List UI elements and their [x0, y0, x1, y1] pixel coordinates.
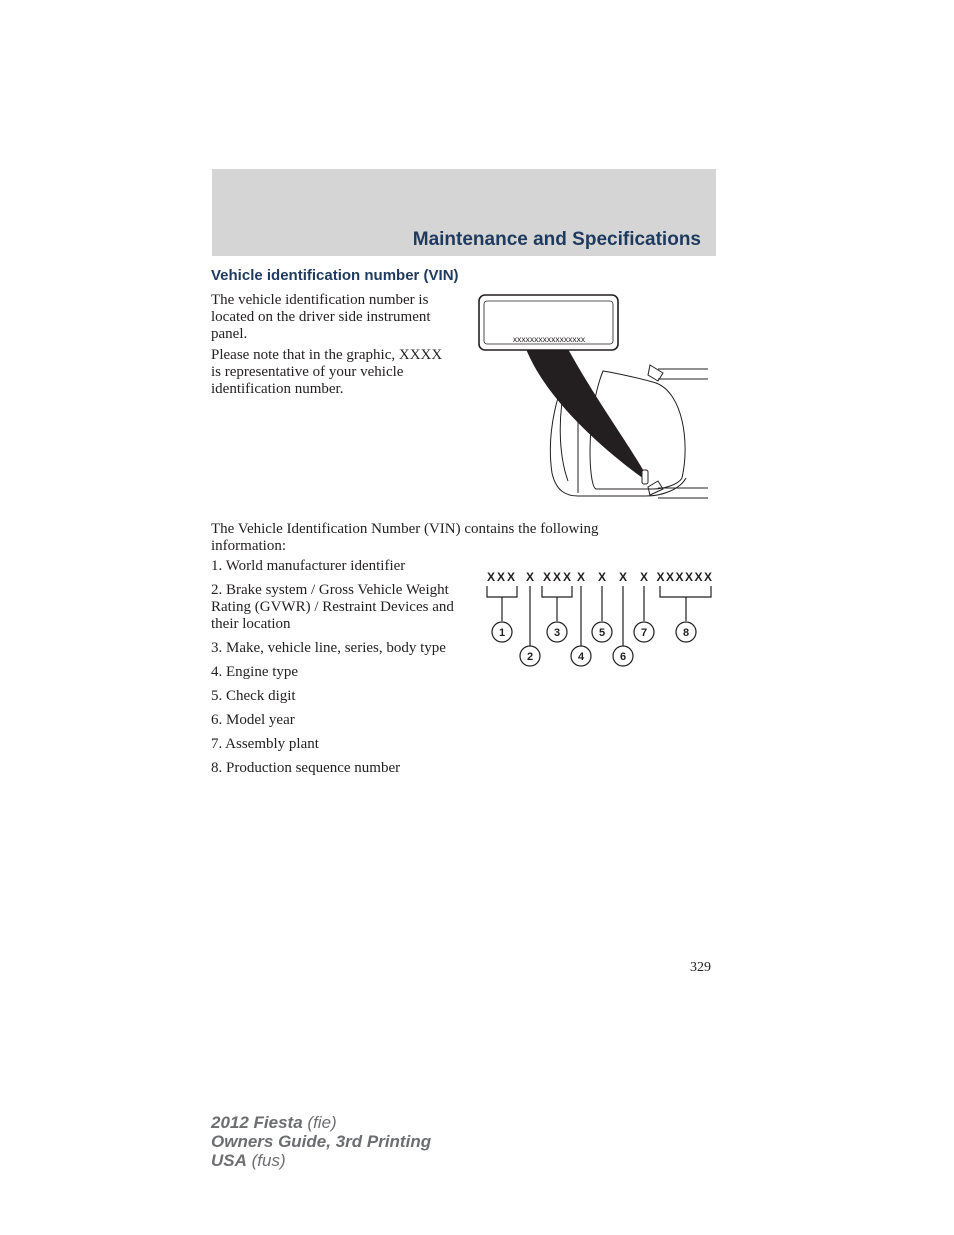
page-number: 329 — [690, 960, 711, 975]
list-item: 5. Check digit — [211, 688, 296, 704]
vin-contents-list — [211, 558, 461, 784]
footer-model-code: (fie) — [307, 1113, 337, 1132]
vin-group-model-year: X — [618, 570, 628, 584]
footer-guide: Owners Guide, 3rd Printing — [211, 1132, 432, 1151]
callout-8: 8 — [682, 627, 690, 639]
vin-group-world-manufacturer: XXX — [486, 570, 518, 584]
callout-4: 4 — [577, 651, 585, 663]
list-item: 3. Make, vehicle line, series, body type — [211, 640, 446, 656]
intro-paragraph-note: Please note that in the graphic, XXXX is representative of your vehicle identification number. — [211, 347, 443, 397]
vin-location-marker — [642, 470, 648, 484]
list-item: 6. Model year — [211, 712, 295, 728]
footer-market: USA — [211, 1151, 247, 1170]
footer-model: 2012 Fiesta — [211, 1113, 303, 1132]
list-item: 8. Production sequence number — [211, 760, 401, 776]
list-item: 1. World manufacturer identifier — [211, 558, 406, 574]
footer-market-code: (fus) — [251, 1151, 286, 1170]
vin-group-make-line: XXX — [542, 570, 574, 584]
callout-1: 1 — [498, 627, 506, 639]
callout-7: 7 — [640, 627, 648, 639]
vin-group-production-sequence: XXXXXX — [656, 570, 714, 584]
document-footer — [211, 1113, 431, 1170]
vin-code-diagram — [478, 560, 718, 675]
vin-contents-intro: The Vehicle Identification Number (VIN) contains the following information: — [211, 521, 599, 554]
page-title: Maintenance and Specifications — [412, 229, 701, 250]
intro-paragraph-location: The vehicle identification number is located on the driver side instrument panel. — [211, 292, 431, 342]
section-banner — [212, 169, 716, 256]
section-heading: Vehicle identification number (VIN) — [211, 267, 459, 284]
callout-6: 6 — [619, 651, 627, 663]
callout-3: 3 — [553, 627, 561, 639]
vin-callout-pointer — [526, 349, 646, 479]
vin-group-check-digit: X — [597, 570, 607, 584]
vin-location-illustration — [478, 293, 708, 503]
callout-5: 5 — [598, 627, 606, 639]
vin-group-assembly-plant: X — [639, 570, 649, 584]
vin-group-brake-system: X — [525, 570, 535, 584]
list-item: 4. Engine type — [211, 664, 299, 680]
list-item: 7. Assembly plant — [211, 736, 319, 752]
vin-group-engine-type: X — [576, 570, 586, 584]
callout-2: 2 — [526, 651, 534, 663]
list-item: 2. Brake system / Gross Vehicle Weight Rating (GVWR) / Restraint Devices and their location — [211, 582, 454, 632]
vin-plate-text: xxxxxxxxxxxxxxxxx — [512, 334, 586, 344]
